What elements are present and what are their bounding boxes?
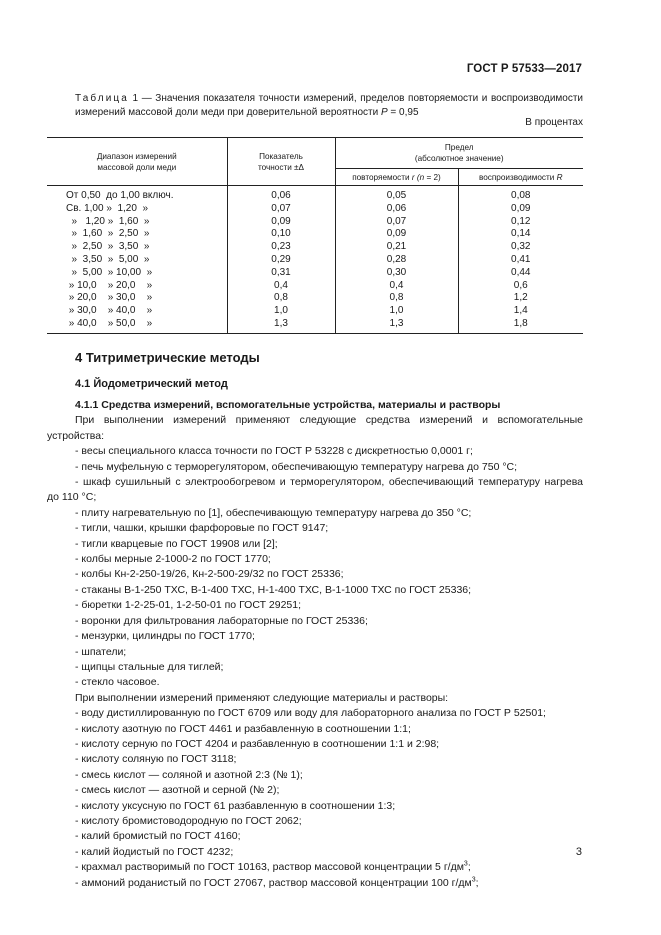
cell-range: От 0,50 до 1,00 включ. <box>47 186 227 203</box>
materials-intro: При выполнении измерений применяют следующие материалы и растворы: <box>75 691 449 704</box>
cell-r: 1,3 <box>335 318 458 333</box>
cell-r: 0,12 <box>511 215 531 227</box>
cell-range: » 3,50 » 5,00 » <box>47 254 227 267</box>
cell-accuracy: 0,09 <box>227 216 335 229</box>
header-accuracy: Показатель точности ±Δ <box>227 138 335 186</box>
list-item: - смесь кислот — азотной и серной (№ 2); <box>75 784 280 797</box>
header-limit: Предел (абсолютное значение) <box>335 138 583 169</box>
list-item: - воронки для фильтрования лабораторные по ГОСТ 25336; <box>75 614 368 627</box>
table-row <box>47 305 583 318</box>
cell-accuracy: 0,23 <box>227 241 335 254</box>
cell-r: 0,41 <box>511 253 531 265</box>
cell-accuracy: 1,0 <box>227 305 335 318</box>
cell-range: » 20,0 » 30,0 » <box>47 292 227 305</box>
cell-r: 0,28 <box>335 254 458 267</box>
cell-r: 1,4 <box>513 305 528 317</box>
cell-range: » 2,50 » 3,50 » <box>47 241 227 254</box>
cell-r: 0,06 <box>335 203 458 216</box>
equipment-list <box>47 444 583 691</box>
cell-accuracy: 0,06 <box>227 186 335 203</box>
table-row <box>47 228 583 241</box>
page-number: 3 <box>575 846 582 858</box>
precision-table <box>47 137 583 334</box>
table-caption-p-value: = 0,95 <box>387 107 419 118</box>
cell-accuracy: 0,07 <box>227 203 335 216</box>
list-item: - стаканы В-1-250 ТХС, В-1-400 ТХС, Н-1-400 ТХС, В-1-1000 ТХС по ГОСТ 25336; <box>75 583 472 596</box>
cell-r: 0,09 <box>511 202 531 214</box>
cell-r: 1,0 <box>335 305 458 318</box>
cell-r: 0,6 <box>513 279 528 291</box>
list-item: - тигли кварцевые по ГОСТ 19908 или [2]; <box>75 537 278 550</box>
list-item: - кислоту серную по ГОСТ 4204 и разбавленную в соотношении 1:1 и 2:98; <box>75 737 440 750</box>
table-row <box>47 203 583 216</box>
list-item: - калий йодистый по ГОСТ 4232; <box>75 845 234 858</box>
list-item: - кислоту бромистоводородную по ГОСТ 2062; <box>75 814 302 827</box>
cell-r: 1,8 <box>458 318 583 333</box>
cell-r: 0,30 <box>335 267 458 280</box>
list-item-ammonium: - аммоний роданистый по ГОСТ 27067, раствор массовой концентрации 100 $г/дм^3$; <box>75 876 479 889</box>
list-item: - стекло часовое. <box>75 676 160 689</box>
table-caption <box>75 92 583 120</box>
header-range: Диапазон измерений массовой доли меди <box>47 138 227 186</box>
list-item: - тигли, чашки, крышки фарфоровые по ГОСТ 9147; <box>75 522 329 535</box>
cell-range: » 1,20 » 1,60 » <box>47 216 227 229</box>
table-row <box>47 254 583 267</box>
cell-r: 0,09 <box>335 228 458 241</box>
list-item: - печь муфельную с терморегулятором, обеспечивающую температуру нагрева до 750 °С; <box>75 460 518 473</box>
list-item: - мензурки, цилиндры по ГОСТ 1770; <box>75 630 255 643</box>
clause-body <box>47 398 583 891</box>
cell-accuracy: 0,8 <box>227 292 335 305</box>
list-item-starch: - крахмал растворимый по ГОСТ 10163, раствор массовой концентрации 5 $г/дм^3$; <box>75 860 471 874</box>
table-row <box>47 241 583 254</box>
cell-accuracy: 0,29 <box>227 254 335 267</box>
list-item: - колбы Кн-2-250-19/26, Кн-2-500-29/32 по ГОСТ 25336; <box>75 568 344 581</box>
table-row <box>47 280 583 293</box>
list-item: - плиту нагревательную по [1], обеспечивающую температуру нагрева до 350 °С; <box>75 506 472 519</box>
standard-number: ГОСТ Р 57533—2017 <box>466 63 582 75</box>
list-item: - кислоту азотную по ГОСТ 4461 и разбавленную в соотношении 1:1; <box>75 722 411 735</box>
list-item: - весы специального класса точности по ГОСТ Р 53228 с дискретностью 0,0001 г; <box>75 445 473 458</box>
cell-r: 0,8 <box>335 292 458 305</box>
cell-r: 0,08 <box>511 190 531 201</box>
list-item: - шкаф сушильный с электрообогревом и терморегулятором, обеспечивающий температуру нагрева до 110 °С; <box>47 476 583 504</box>
table-row <box>47 292 583 305</box>
list-item: - шпатели; <box>75 645 127 658</box>
list-item: - щипцы стальные для тиглей; <box>75 660 224 673</box>
table-body <box>47 186 583 334</box>
table-caption-label: Таблица <box>75 93 129 104</box>
cell-r: 0,32 <box>511 241 531 253</box>
table-caption-text: — Значения показателя точности измерений, пределов повторяемости и воспроизводимости измерений массовой доли меди при доверительной вероятности <box>75 93 584 118</box>
clause-heading: 4.1.1 Средства измерений, вспомогательные устройства, материалы и растворы <box>75 399 501 411</box>
table-row <box>47 186 583 203</box>
cell-accuracy: 0,31 <box>227 267 335 280</box>
cell-r: 0,05 <box>335 186 458 203</box>
list-item: - колбы мерные 2-1000-2 по ГОСТ 1770; <box>75 553 271 566</box>
cell-r: 0,21 <box>335 241 458 254</box>
list-item: - кислоту уксусную по ГОСТ 61 разбавленную в соотношении 1:3; <box>75 799 396 812</box>
cell-range: » 1,60 » 2,50 » <box>47 228 227 241</box>
header-reproducibility: воспроизводимости R <box>458 169 583 186</box>
materials-list <box>47 706 583 860</box>
table-caption-p-symbol: P <box>380 107 388 118</box>
cell-accuracy: 0,10 <box>227 228 335 241</box>
header-repeatability: повторяемости r (n = 2) <box>335 169 458 186</box>
cell-range: » 40,0 » 50,0 » <box>47 318 227 333</box>
equipment-intro: При выполнении измерений применяют следующие средства измерений и вспомогательные устройства: <box>47 414 583 442</box>
list-item: - кислоту соляную по ГОСТ 3118; <box>75 753 237 766</box>
table-row <box>47 267 583 280</box>
cell-range: Св. 1,00 » 1,20 » <box>47 203 227 216</box>
section-heading: 4 Титриметрические методы <box>75 350 260 365</box>
list-item: - воду дистиллированную по ГОСТ 6709 или воду для лабораторного анализа по ГОСТ Р 52501; <box>75 707 546 720</box>
cell-range: » 30,0 » 40,0 » <box>47 305 227 318</box>
list-item: - бюретки 1-2-25-01, 1-2-50-01 по ГОСТ 29251; <box>75 599 302 612</box>
table-row <box>47 216 583 229</box>
table-caption-number: 1 <box>132 93 139 104</box>
cell-accuracy: 0,4 <box>227 280 335 293</box>
table-units: В процентах <box>525 117 583 128</box>
cell-r: 0,4 <box>335 280 458 293</box>
cell-range: » 5,00 » 10,00 » <box>47 267 227 280</box>
cell-r: 0,44 <box>511 266 531 278</box>
cell-range: » 10,0 » 20,0 » <box>47 280 227 293</box>
list-item: - калий бромистый по ГОСТ 4160; <box>75 830 241 843</box>
table-row <box>47 318 583 333</box>
cell-r: 0,14 <box>511 228 531 240</box>
cell-r: 0,07 <box>335 216 458 229</box>
list-item: - смесь кислот — соляной и азотной 2:3 (№ 1); <box>75 768 303 781</box>
cell-r: 1,2 <box>513 292 528 304</box>
cell-accuracy: 1,3 <box>227 318 335 333</box>
subsection-heading: 4.1 Йодометрический метод <box>75 378 228 390</box>
